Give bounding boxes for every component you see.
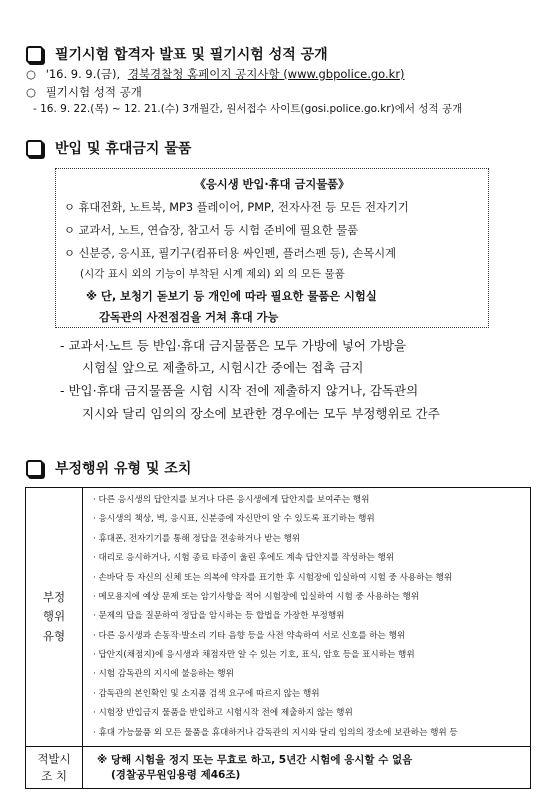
type-label-line: 행위 <box>42 609 66 624</box>
results-title-text: 필기시험 합격자 발표 및 필기시험 성적 공개 <box>55 47 328 63</box>
violation-item: · 대리로 응시하거나, 시험 종료 타종이 울린 후에도 계속 답안지를 작성하는 행위 <box>93 553 395 564</box>
violation-item: · 휴대폰, 전자기기를 통해 정답을 전송하거나 받는 행위 <box>93 533 301 544</box>
violation-item: · 손바닥 등 자신의 신체 또는 의복에 약자를 표기한 후 시험장에 입실하여 시험 중 사용하는 행위 <box>93 572 453 583</box>
measure-label-line: 조 치 <box>41 768 67 783</box>
pass-announcement-link[interactable]: 경북경찰청 홈페이지 공지사항 (www.gbpolice.go.kr) <box>127 67 405 81</box>
pass-announcement-line <box>26 68 405 82</box>
violation-item: · 다른 응시생과 손동작·발소리 기타 음향 등을 사전 약속하여 서로 신호를 하는 행위 <box>93 630 406 641</box>
type-label-line: 유형 <box>42 628 66 643</box>
prohibited-title-text: 반입 및 휴대금지 물품 <box>55 141 192 157</box>
score-open-line <box>26 86 142 100</box>
prohibited-item: ㅇ 휴대전화, 노트북, MP3 플레이어, PMP, 전자사전 등 모든 전자기기 <box>64 201 409 214</box>
violation-item: · 답안지(채점지)에 응시생과 채점자만 알 수 있는 기호, 표식, 암호 등을 표시하는 행위 <box>93 650 415 661</box>
violation-item: · 메모용지에 예상 문제 또는 암기사항을 적어 시험장에 입실하여 시험 중 사용하는 행위 <box>93 591 420 602</box>
prohibited-rule: - 교과서·노트 등 반입·휴대 금지물품은 모두 가방에 넣어 가방을 <box>60 338 407 353</box>
violations-title-text: 부정행위 유형 및 조치 <box>55 461 192 477</box>
prohibited-note-line2: 감독관의 사전점검을 거쳐 휴대 가능 <box>99 311 279 324</box>
prohibited-section-title <box>26 138 191 158</box>
violation-type-list <box>93 491 526 743</box>
violation-item: · 감독관의 본인확인 및 소지품 검색 요구에 따르지 않는 행위 <box>93 688 320 699</box>
violation-measure-row <box>26 747 531 789</box>
violation-item: · 문제의 답을 질문하여 정답을 암시하는 등 합법을 가장한 부정행위 <box>93 611 345 622</box>
score-open-detail: - 16. 9. 22.(목) ~ 12. 21.(수) 3개월간, 원서접수 사이트(gosi.police.go.kr)에서 성적 공개 <box>33 103 463 115</box>
prohibited-box-title: 《응시생 반입·휴대 금지물품》 <box>194 178 350 191</box>
violations-table <box>25 487 531 789</box>
bullet-circle: ○ <box>26 67 37 81</box>
prohibited-rule-continued: 지시와 달리 임의의 장소에 보관한 경우에는 모두 부정행위로 간주 <box>82 406 440 421</box>
violations-section-title <box>26 458 191 478</box>
pass-date: '16. 9. 9.(금), <box>45 67 121 81</box>
prohibited-rule-continued: 시험실 앞으로 제출하고, 시험시간 중에는 접촉 금지 <box>82 360 364 375</box>
violation-item: · 시험장 반입금지 물품을 반입하고 시험시작 전에 제출하지 않는 행위 <box>93 708 353 719</box>
prohibited-rule: - 반입·휴대 금지물품을 시험 시작 전에 제출하지 않거나, 감독관의 <box>60 383 419 398</box>
results-section-title <box>26 44 328 64</box>
measure-line1: ※ 당해 시험을 정지 또는 무효로 하고, 5년간 시험에 응시할 수 없음 <box>97 754 413 767</box>
prohibited-item-continued: (시각 표시 외의 기능이 부착된 시계 제외) 외 의 모든 물품 <box>80 268 345 280</box>
prohibited-item: ㅇ 교과서, 노트, 연습장, 참고서 등 시험 준비에 필요한 물품 <box>64 224 359 237</box>
violation-type-list-cell <box>83 488 531 747</box>
prohibited-items-box <box>55 168 489 328</box>
violation-measure-label <box>26 747 83 789</box>
checkbox-icon <box>26 46 43 63</box>
violation-item: · 다른 응시생의 답안지를 보거나 다른 응시생에게 답안지를 보여주는 행위 <box>93 494 370 505</box>
violation-item: · 휴대 가능물품 외 모든 물품을 휴대하거나 감독관의 지시와 달리 임의의 장소에 보관하는 행위 등 <box>93 727 458 738</box>
violation-type-row <box>26 488 531 747</box>
measure-label-line: 적발시 <box>37 752 71 767</box>
violation-measure-cell <box>83 747 531 789</box>
score-open-title: 필기시험 성적 공개 <box>45 85 142 99</box>
measure-line2: (경찰공무원임용령 제46조) <box>111 768 241 781</box>
type-label-line: 부정 <box>42 589 66 604</box>
checkbox-icon <box>26 460 43 477</box>
checkbox-icon <box>26 140 43 157</box>
bullet-circle: ○ <box>26 85 37 99</box>
prohibited-item: ㅇ 신분증, 응시표, 필기구(컴퓨터용 싸인펜, 플러스펜 등), 손목시계 <box>64 247 397 260</box>
violation-type-label <box>26 488 83 747</box>
prohibited-note-line1: ※ 단, 보청기 돋보기 등 개인에 따라 필요한 물품은 시험실 <box>86 290 377 303</box>
violation-item: · 응시생의 책상, 벽, 응시표, 신분증에 자신만이 알 수 있도록 표기하는 행위 <box>93 514 375 525</box>
violation-item: · 시험 감독관의 지시에 불응하는 행위 <box>93 669 234 680</box>
